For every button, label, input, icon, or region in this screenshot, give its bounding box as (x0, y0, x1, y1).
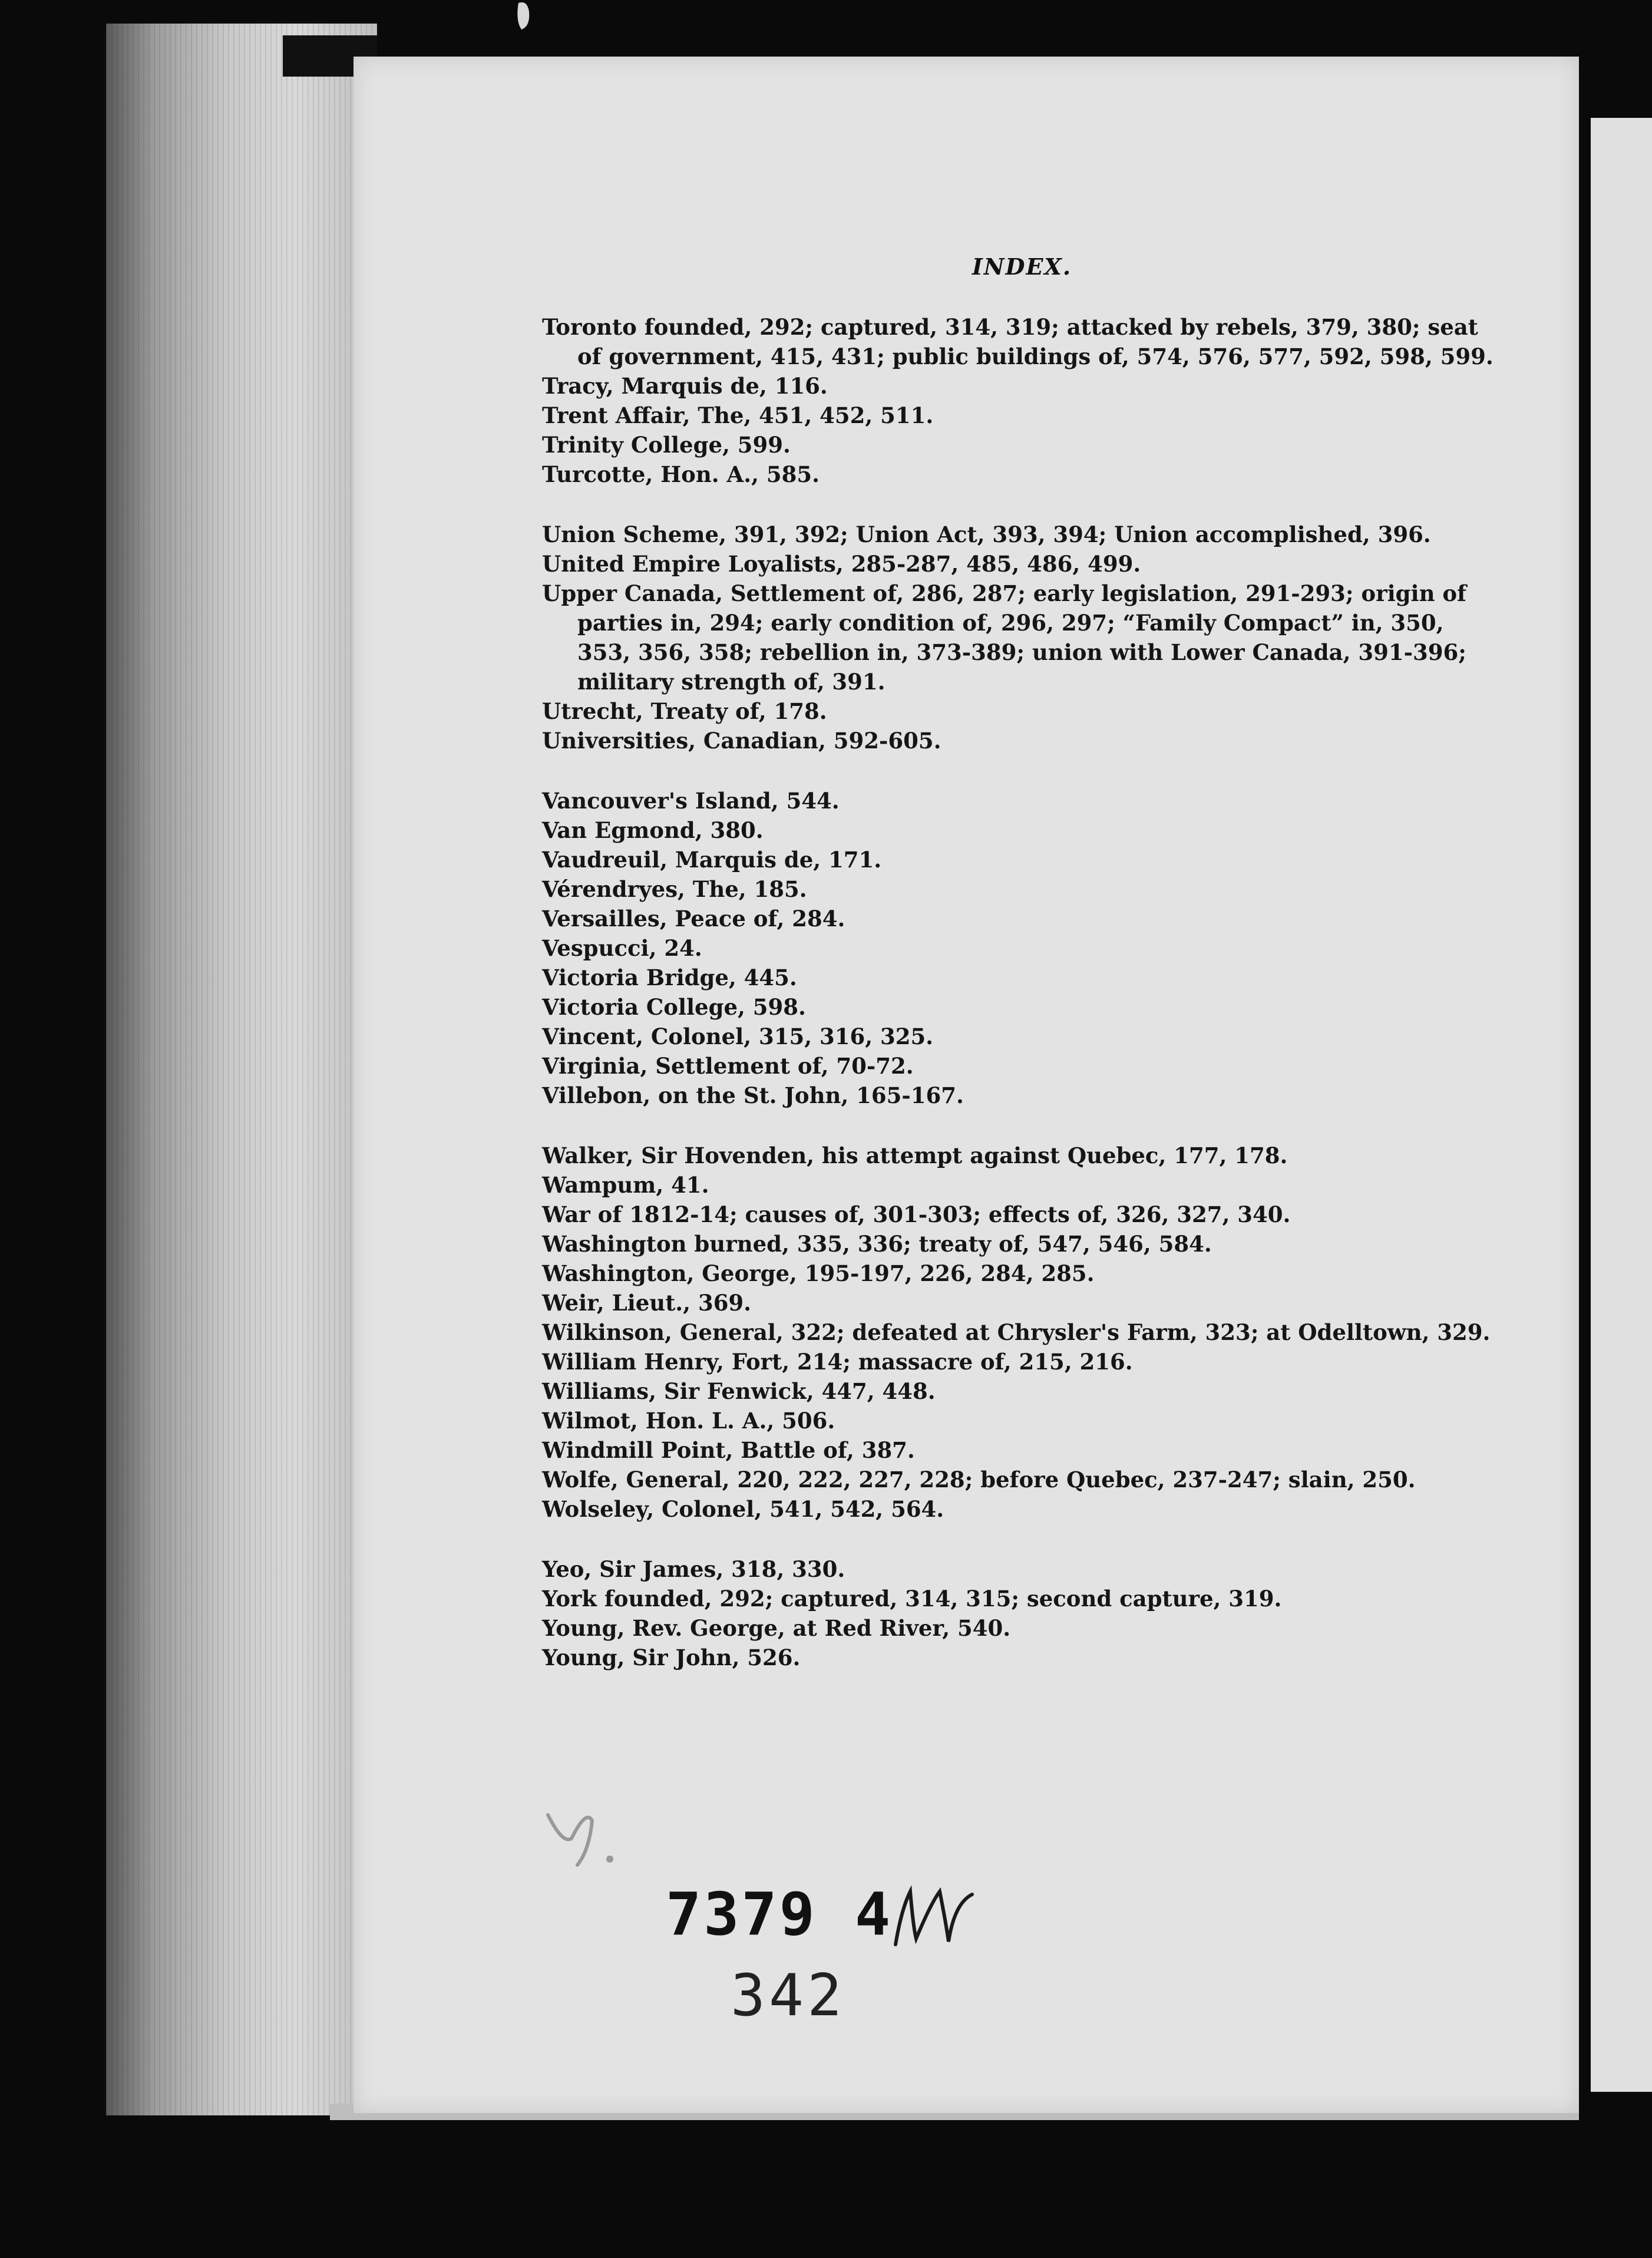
handwritten-m-icon (884, 1880, 984, 1959)
index-entry: Vincent, Colonel, 315, 316, 325. (542, 1024, 934, 1049)
facing-page-strip (1591, 118, 1652, 2092)
index-entry: William Henry, Fort, 214; massacre of, 215, 216. (542, 1349, 1133, 1375)
index-entry: Williams, Sir Fenwick, 447, 448. (542, 1378, 936, 1404)
section-gap (542, 755, 1496, 786)
index-entry: Upper Canada, Settlement of, 286, 287; early legislation, 291-293; origin of parties in, 294; early condition of, 296, 297; “Family Compact” in, 350, 353, 356, 358; rebellion in, 373-389; union with Lower Canada, 391-396; military strength of, 391. (542, 580, 1466, 695)
index-entry: Virginia, Settlement of, 70-72. (542, 1053, 914, 1079)
index-entry: Trent Affair, The, 451, 452, 511. (542, 402, 934, 428)
index-entry: Tracy, Marquis de, 116. (542, 373, 828, 399)
section-gap (542, 1110, 1496, 1141)
index-entry: Union Scheme, 391, 392; Union Act, 393, 394; Union accomplished, 396. (542, 521, 1431, 547)
dust-speck (513, 0, 536, 38)
index-entry: Wolseley, Colonel, 541, 542, 564. (542, 1496, 944, 1522)
index-entry: United Empire Loyalists, 285-287, 485, 486, 499. (542, 551, 1141, 577)
section-u (542, 520, 1496, 755)
index-entry: Versailles, Peace of, 284. (542, 906, 845, 932)
index-entry: Toronto founded, 292; captured, 314, 319; attacked by rebels, 379, 380; seat of government, 415, 431; public buildings of, 574, 576, 577, 592, 598, 599. (542, 314, 1494, 369)
index-entry: Wolfe, General, 220, 222, 227, 228; before Quebec, 237-247; slain, 250. (542, 1467, 1416, 1493)
section-w (542, 1141, 1496, 1524)
index-entry: Washington, George, 195-197, 226, 284, 285. (542, 1260, 1095, 1286)
section-gap (542, 489, 1496, 520)
catalog-number-stamp: 7379 4 (666, 1880, 893, 1949)
index-entry: Wilkinson, General, 322; defeated at Chrysler's Farm, 323; at Odelltown, 329. (542, 1319, 1491, 1345)
section-gap (542, 1524, 1496, 1554)
index-entry: Windmill Point, Battle of, 387. (542, 1437, 915, 1463)
index-entry: Utrecht, Treaty of, 178. (542, 698, 827, 724)
index-entry: Victoria College, 598. (542, 994, 806, 1020)
section-v (542, 786, 1496, 1110)
index-entry: Yeo, Sir James, 318, 330. (542, 1556, 845, 1582)
index-entry: Vérendryes, The, 185. (542, 876, 807, 902)
index-entry: Vaudreuil, Marquis de, 171. (542, 847, 882, 873)
section-y (542, 1554, 1496, 1672)
index-entry: Weir, Lieut., 369. (542, 1290, 752, 1316)
call-number-stamp: 342 (731, 1962, 846, 2029)
index-entry: Wilmot, Hon. L. A., 506. (542, 1408, 835, 1434)
index-entry: Villebon, on the St. John, 165-167. (542, 1082, 964, 1108)
index-entry: Victoria Bridge, 445. (542, 965, 797, 991)
book-edge-leaves (106, 24, 377, 2115)
index-entry: Wampum, 41. (542, 1172, 709, 1198)
index-entry: Washington burned, 335, 336; treaty of, 547, 546, 584. (542, 1231, 1212, 1257)
index-entry: Young, Rev. George, at Red River, 540. (542, 1615, 1011, 1641)
index-entry: Van Egmond, 380. (542, 817, 764, 843)
index-entry: War of 1812-14; causes of, 301-303; effects of, 326, 327, 340. (542, 1201, 1291, 1227)
index-entry: Vancouver's Island, 544. (542, 788, 840, 814)
section-t (542, 312, 1496, 489)
pencil-mark-icon (536, 1791, 630, 1876)
page-title: INDEX. (972, 253, 1072, 280)
index-entry: York founded, 292; captured, 314, 315; second capture, 319. (542, 1586, 1282, 1612)
index-entry: Vespucci, 24. (542, 935, 702, 961)
index-entry: Young, Sir John, 526. (542, 1645, 801, 1671)
index-entry: Universities, Canadian, 592-605. (542, 728, 941, 754)
index-entry: Trinity College, 599. (542, 432, 791, 458)
index-list (542, 312, 1496, 1672)
index-entry: Walker, Sir Hovenden, his attempt against Quebec, 177, 178. (542, 1143, 1288, 1168)
index-entry: Turcotte, Hon. A., 585. (542, 461, 820, 487)
